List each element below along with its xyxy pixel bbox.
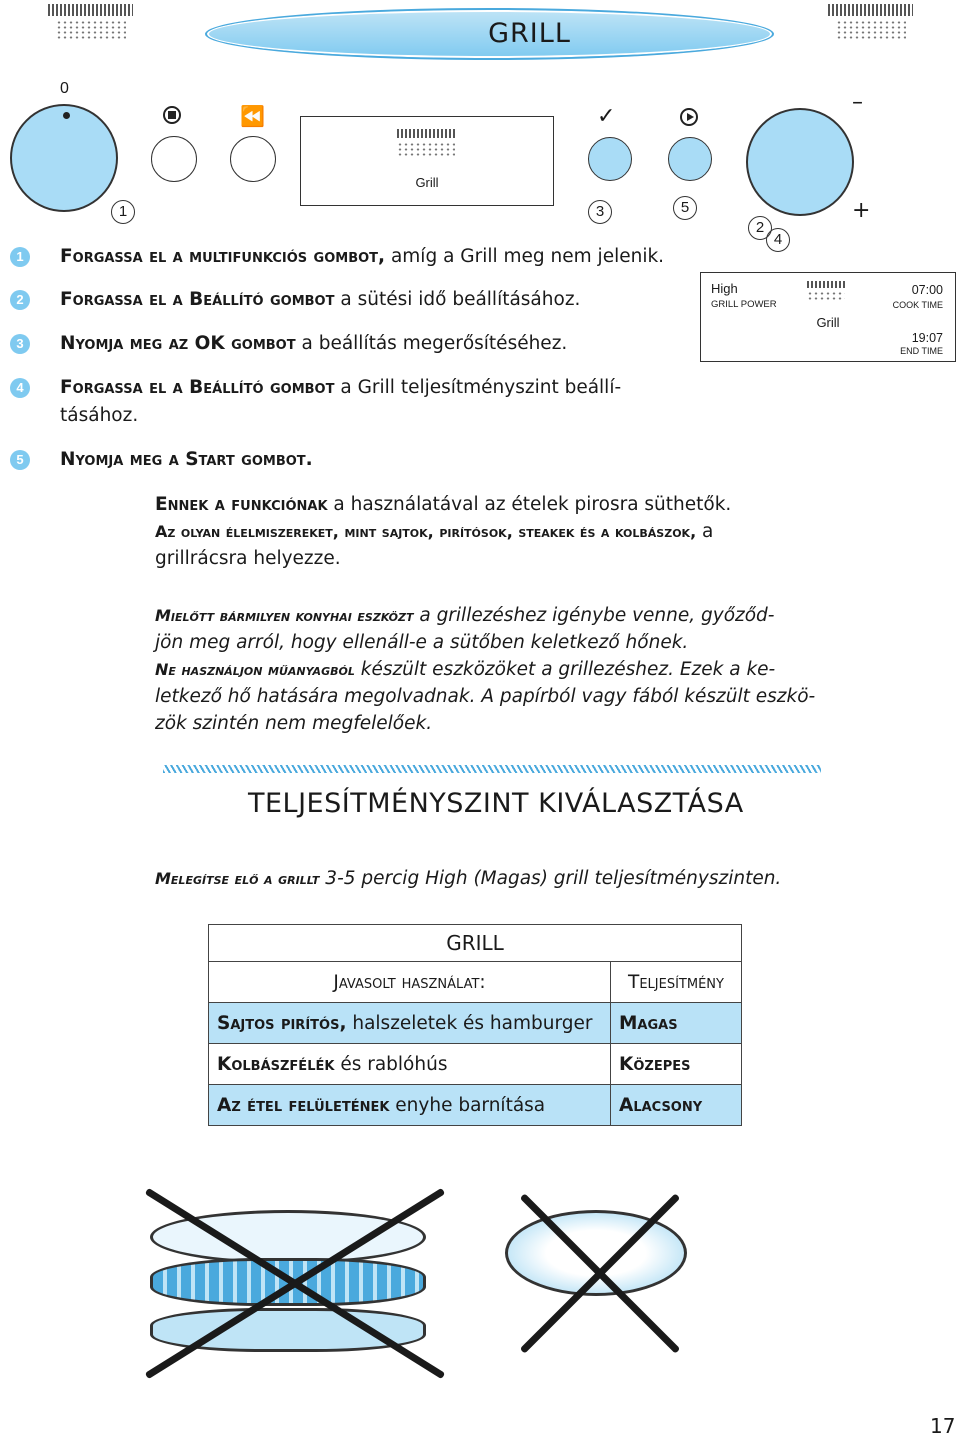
warning-paragraph: Mielőtt bármilyen konyhai eszközt a grillezéshez igénybe venne, győződ- jön meg arról, hogy ellenáll-e a sütőben keletkező hőnek. Ne használjon műanyagból készült eszközöket a grillezéshez. Ezek a ke- letkező hő hatására megolvadnak. A papírból vagy fából készült eszkö- zök szintén nem megfelelőek. <box>155 605 816 734</box>
step-number-2: 2 <box>10 290 30 310</box>
page-title-text: GRILL <box>488 18 571 49</box>
table-row: Kolbászfélék és rablóhús Közepes <box>209 1044 742 1085</box>
multifunction-knob[interactable] <box>10 104 118 212</box>
status-display <box>700 272 956 362</box>
callout-1: 1 <box>111 200 135 224</box>
callout-4: 4 <box>766 228 790 252</box>
step-2: Forgassa el a Beállító gombot a sütési idő beállításához. <box>60 289 581 310</box>
end-time-label: END TIME <box>900 346 943 356</box>
display-mode-label: Grill <box>816 315 840 330</box>
table-row: Sajtos pirítós, halszeletek és hamburger Magas <box>209 1003 742 1044</box>
step-3: Nyomja meg az OK gombot a beállítás megerősítéséhez. <box>60 333 568 354</box>
grill-table <box>208 924 742 1126</box>
step-number-4: 4 <box>10 378 30 398</box>
page-title <box>205 8 774 60</box>
step-1: Forgassa el a multifunkciós gombot, amíg a Grill meg nem jelenik. <box>60 246 665 267</box>
ok-check-icon: ✓ <box>597 104 616 129</box>
table-title: GRILL <box>209 925 742 962</box>
cook-time-value: 07:00 <box>911 283 943 297</box>
setting-knob[interactable] <box>746 108 854 216</box>
lcd-mode-label: Grill <box>415 175 439 190</box>
info-paragraph: Ennek a funkciónak a használatával az ételek pirosra süthetők. Az olyan élelmiszereket, mint sajtok, pirítósok, steakek és a kolbászok, a grillrácsra helyezze. <box>155 494 732 569</box>
callout-5: 5 <box>673 196 697 220</box>
play-icon <box>680 108 698 126</box>
step-number-1: 1 <box>10 247 30 267</box>
grill-power-label: GRILL POWER <box>711 299 777 310</box>
preheat-instruction: Melegítse elő a grillt 3-5 percig High (Magas) grill teljesítményszinten. <box>155 868 782 889</box>
grill-power-value: High <box>711 281 738 296</box>
plus-label: + <box>852 198 871 223</box>
table-row: Az étel felületének enyhe barnítása Alacsony <box>209 1085 742 1126</box>
step-number-3: 3 <box>10 334 30 354</box>
start-button[interactable] <box>668 137 712 181</box>
section-divider <box>163 765 821 773</box>
page-number: 17 <box>930 1414 956 1438</box>
stop-icon <box>163 106 181 124</box>
ok-button[interactable] <box>588 137 632 181</box>
end-time-value: 19:07 <box>911 331 943 345</box>
grill-symbol-icon <box>397 129 455 156</box>
minus-label: – <box>852 90 863 115</box>
lcd-display <box>300 116 554 206</box>
knob-marker-icon <box>63 112 70 119</box>
grill-pattern-left-icon <box>48 4 133 44</box>
glass-dish-crossed-icon <box>500 1180 700 1380</box>
zero-label: 0 <box>60 80 69 97</box>
grill-symbol-icon <box>807 281 845 301</box>
step-4: Forgassa el a Beállító gombot a Grill teljesítményszint beállí- tásához. <box>60 377 622 426</box>
back-button[interactable] <box>230 136 276 182</box>
cook-time-label: COOK TIME <box>892 300 943 310</box>
table-header-usage: Javasolt használat: <box>209 962 611 1003</box>
section-title: TELJESÍTMÉNYSZINT KIVÁLASZTÁSA <box>248 788 744 819</box>
stop-button[interactable] <box>151 136 197 182</box>
step-number-5: 5 <box>10 450 30 470</box>
rewind-icon: ⏪ <box>240 104 265 128</box>
step-5: Nyomja meg a Start gombot. <box>60 449 313 470</box>
callout-2: 2 <box>748 216 772 240</box>
grill-pattern-right-icon <box>828 4 913 44</box>
callout-3: 3 <box>588 200 612 224</box>
table-header-power: Teljesítmény <box>611 962 742 1003</box>
plastic-containers-crossed-icon <box>130 1180 460 1390</box>
